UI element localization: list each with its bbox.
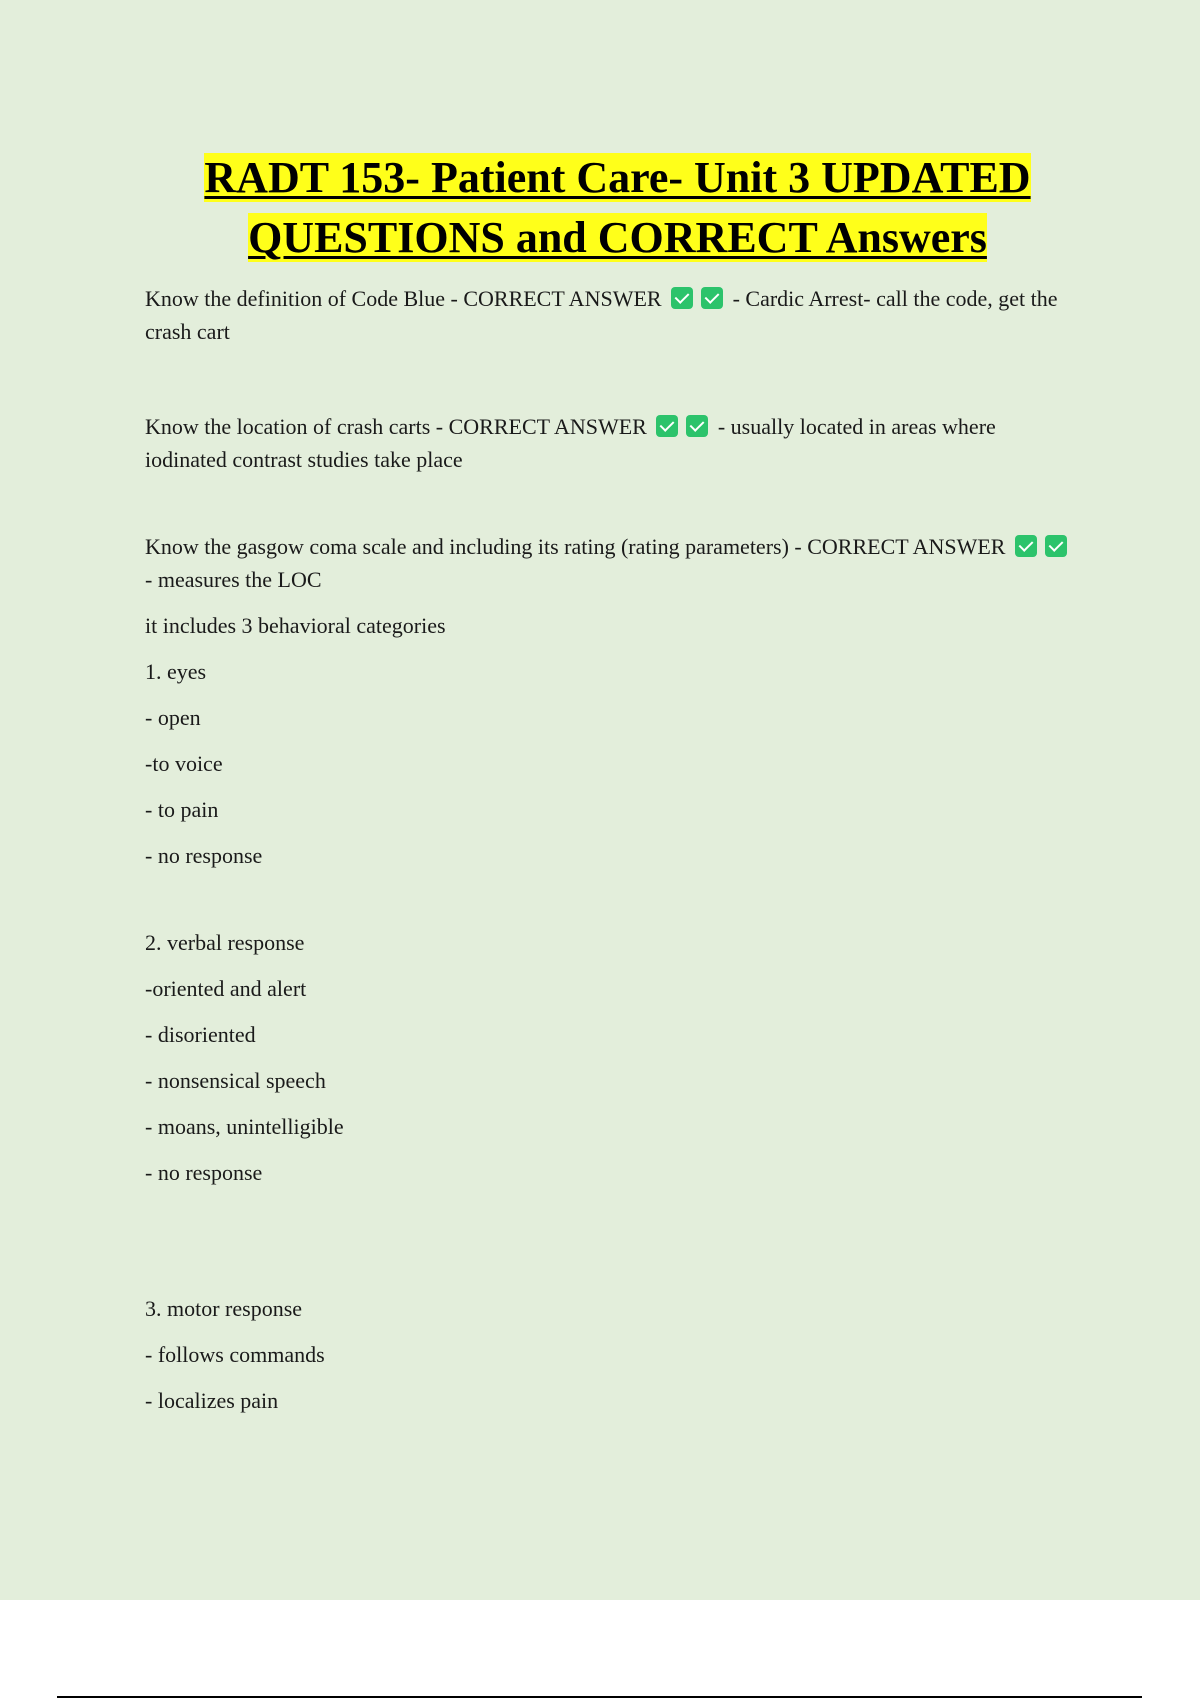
document-title (145, 148, 1090, 268)
list-item: - open (145, 705, 201, 730)
check-mark-icon (701, 287, 723, 309)
title-line-2: QUESTIONS and CORRECT Answers (248, 213, 987, 262)
question-text: Know the location of crash carts - CORRECT ANSWER (145, 414, 647, 439)
list-item: - to pain (145, 797, 219, 822)
document-body (145, 282, 1080, 1417)
check-mark-icon (1045, 535, 1067, 557)
list-item: - no response (145, 843, 263, 868)
answer-text: - Cardic Arrest- call the code, get the crash cart (145, 286, 1058, 344)
qa-item-code-blue (145, 282, 1080, 348)
question-text: Know the definition of Code Blue - CORRECT ANSWER (145, 286, 662, 311)
title-line-1: RADT 153- Patient Care- Unit 3 UPDATED (204, 153, 1031, 202)
qa-item-glasgow (145, 530, 1080, 596)
gcs-verbal-heading: 2. verbal response (145, 930, 305, 955)
check-mark-icon (656, 415, 678, 437)
list-item: -oriented and alert (145, 976, 307, 1001)
check-mark-icon (1015, 535, 1037, 557)
footer-divider (57, 1696, 1142, 1698)
answer-text: - usually located in areas where iodinated contrast studies take place (145, 414, 996, 472)
list-item: - localizes pain (145, 1388, 279, 1413)
check-mark-icon (671, 287, 693, 309)
qa-item-crash-carts (145, 410, 1080, 476)
list-item: - disoriented (145, 1022, 256, 1047)
answer-text: - measures the LOC (145, 567, 322, 592)
list-item: - nonsensical speech (145, 1068, 326, 1093)
list-item: - moans, unintelligible (145, 1114, 344, 1139)
list-item: - follows commands (145, 1342, 325, 1367)
gcs-motor-heading: 3. motor response (145, 1296, 303, 1321)
list-item: - no response (145, 1160, 263, 1185)
gcs-intro: it includes 3 behavioral categories (145, 613, 446, 638)
question-text: Know the gasgow coma scale and including its rating (rating parameters) - CORRECT ANSWER (145, 534, 1006, 559)
check-mark-icon (686, 415, 708, 437)
list-item: -to voice (145, 751, 223, 776)
gcs-eyes-heading: 1. eyes (145, 659, 207, 684)
